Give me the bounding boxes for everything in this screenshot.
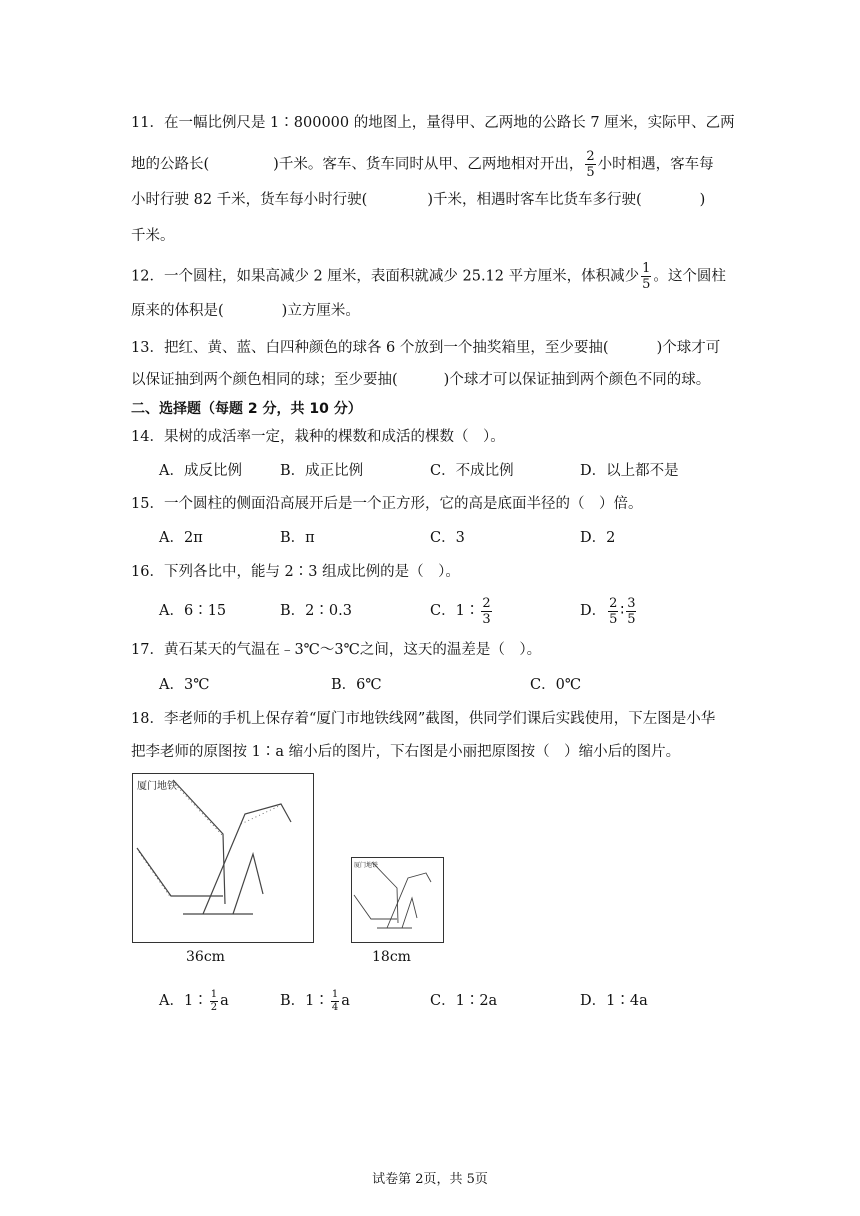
fraction-numerator: 1 bbox=[642, 261, 651, 276]
q14-option-c[interactable]: C．不成比例 bbox=[430, 463, 514, 479]
q14-option-b[interactable]: B．成正比例 bbox=[280, 463, 364, 479]
fraction-numerator: 2 bbox=[586, 149, 595, 164]
q18-b-fraction bbox=[331, 990, 339, 1013]
q11-text: 地的公路长( bbox=[131, 156, 210, 173]
station-ticks-3 bbox=[241, 806, 279, 824]
section-title: 二、选择题（每题 2 分，共 10 分） bbox=[131, 401, 362, 417]
metro-line-3 bbox=[387, 873, 431, 928]
option-text: a bbox=[341, 993, 350, 1009]
q15-option-d[interactable]: D．2 bbox=[580, 530, 616, 546]
metro-map-large bbox=[132, 773, 314, 943]
q13-line2 bbox=[131, 370, 710, 390]
q16-option-d[interactable] bbox=[580, 591, 638, 631]
fraction-numerator: 1 bbox=[210, 988, 218, 1000]
q16-d-fraction-1 bbox=[608, 597, 618, 626]
q12-text: 。这个圆柱 bbox=[653, 268, 726, 285]
q11-line2 bbox=[131, 150, 714, 179]
ratio-colon: ∶ bbox=[620, 603, 625, 619]
fraction-numerator: 1 bbox=[331, 988, 339, 1000]
option-text: A．1∶ bbox=[159, 993, 208, 1009]
q15-option-a[interactable]: A．2π bbox=[159, 530, 203, 546]
q15-option-b[interactable]: B．π bbox=[280, 530, 315, 546]
map-title: 厦门地铁 bbox=[137, 781, 177, 792]
caption-left: 36cm bbox=[186, 949, 225, 965]
q18-option-a[interactable] bbox=[159, 983, 229, 1019]
q15-stem: 15．一个圆柱的侧面沿高展开后是一个正方形，它的高是底面半径的（ ）倍。 bbox=[131, 496, 643, 512]
q13-text: 13．把红、黄、蓝、白四种颜色的球各 6 个放到一个抽奖箱里，至少要抽( bbox=[131, 340, 609, 356]
q13-text: 以保证抽到两个颜色相同的球；至少要抽( bbox=[131, 372, 398, 388]
fraction-denominator: 3 bbox=[482, 611, 491, 627]
q12-fraction bbox=[641, 262, 651, 291]
q11-line3 bbox=[131, 190, 705, 210]
metro-line-2 bbox=[354, 895, 397, 919]
q16-stem: 16．下列各比中，能与 2∶3 组成比例的是（ ）。 bbox=[131, 564, 460, 580]
q13-text: )个球才可 bbox=[656, 340, 721, 356]
station-ticks-1 bbox=[175, 784, 223, 836]
option-text: C．1∶ bbox=[430, 603, 480, 619]
q12-text: 12．一个圆柱，如果高减少 2 厘米，表面积就减少 25.12 平方厘米，体积减少 bbox=[131, 268, 640, 285]
q13-line1 bbox=[131, 338, 720, 358]
q17-option-b[interactable]: B．6℃ bbox=[331, 677, 382, 693]
q18-option-c[interactable]: C．1∶2a bbox=[430, 993, 498, 1009]
q11-text: )千米，相遇时客车比货车多行驶( bbox=[427, 192, 642, 208]
q16-option-c[interactable] bbox=[430, 591, 494, 631]
station-ticks-2 bbox=[139, 852, 171, 898]
metro-map-small bbox=[351, 857, 444, 943]
metro-line-1 bbox=[173, 780, 225, 904]
q12-line1 bbox=[131, 262, 726, 291]
q12-line2 bbox=[131, 301, 360, 321]
q16-c-fraction bbox=[481, 597, 491, 626]
q17-option-a[interactable]: A．3℃ bbox=[159, 677, 210, 693]
q11-text: 小时相遇，客车每 bbox=[597, 156, 714, 173]
option-text: a bbox=[220, 993, 229, 1009]
metro-line-4 bbox=[233, 854, 263, 914]
q11-fraction bbox=[585, 150, 595, 179]
option-text: D． bbox=[580, 603, 607, 619]
option-text: B．1∶ bbox=[280, 993, 329, 1009]
fraction-denominator: 5 bbox=[642, 277, 651, 292]
q11-line4: 千米。 bbox=[131, 228, 175, 244]
q14-option-a[interactable]: A．成反比例 bbox=[159, 463, 242, 479]
metro-line-3 bbox=[203, 804, 291, 914]
fraction-denominator: 2 bbox=[210, 1001, 218, 1013]
map-small-title: 厦门地铁 bbox=[354, 862, 379, 869]
q15-option-c[interactable]: C．3 bbox=[430, 530, 465, 546]
fraction-denominator: 4 bbox=[331, 1001, 339, 1013]
q11-line1: 11．在一幅比例尺是 1∶800000 的地图上，量得甲、乙两地的公路长 7 厘米，实际甲、乙两 bbox=[131, 115, 735, 131]
q18-line2: 把李老师的原图按 1∶a 缩小后的图片，下右图是小丽把原图按（ ）缩小后的图片。 bbox=[131, 744, 681, 760]
fraction-denominator: 5 bbox=[609, 611, 618, 627]
q18-option-d[interactable]: D．1∶4a bbox=[580, 993, 648, 1009]
q14-option-d[interactable]: D．以上都不是 bbox=[580, 463, 679, 479]
metro-line-1 bbox=[372, 862, 398, 923]
page-footer: 试卷第 2页，共 5页 bbox=[372, 1172, 488, 1187]
q16-option-b[interactable]: B．2∶0.3 bbox=[280, 603, 352, 619]
q17-stem: 17．黄石某天的气温在﹣3℃～3℃之间，这天的温差是（ ）。 bbox=[131, 642, 542, 658]
q18-option-b[interactable] bbox=[280, 983, 350, 1019]
q13-text: )个球才可以保证抽到两个颜色不同的球。 bbox=[443, 372, 711, 388]
metro-map-large-drawing bbox=[133, 774, 313, 942]
q18-line1: 18．李老师的手机上保存着“厦门市地铁线网”截图，供同学们课后实践使用，下左图是小华 bbox=[131, 711, 716, 727]
q11-text: 小时行驶 82 千米，货车每小时行驶( bbox=[131, 192, 368, 208]
fraction-denominator: 5 bbox=[586, 165, 595, 180]
q14-stem: 14．果树的成活率一定，栽种的棵数和成活的棵数（ ）。 bbox=[131, 429, 505, 445]
q17-option-c[interactable]: C．0℃ bbox=[530, 677, 582, 693]
q12-text: 原来的体积是( bbox=[131, 303, 224, 319]
q16-d-fraction-2 bbox=[626, 597, 636, 626]
q11-text: )千米。客车、货车同时从甲、乙两地相对开出， bbox=[273, 156, 584, 173]
caption-right: 18cm bbox=[372, 949, 411, 965]
q11-text: ) bbox=[699, 192, 706, 208]
q16-option-a[interactable]: A．6∶15 bbox=[159, 603, 227, 619]
fraction-denominator: 5 bbox=[627, 611, 636, 627]
q12-text: )立方厘米。 bbox=[281, 303, 360, 319]
metro-line-4 bbox=[402, 898, 417, 928]
q18-a-fraction bbox=[210, 990, 218, 1013]
fraction-numerator: 2 bbox=[482, 595, 491, 611]
fraction-numerator: 2 bbox=[609, 595, 618, 611]
metro-line-2 bbox=[137, 848, 223, 896]
fraction-numerator: 3 bbox=[627, 595, 636, 611]
metro-map-small-drawing bbox=[352, 858, 443, 942]
